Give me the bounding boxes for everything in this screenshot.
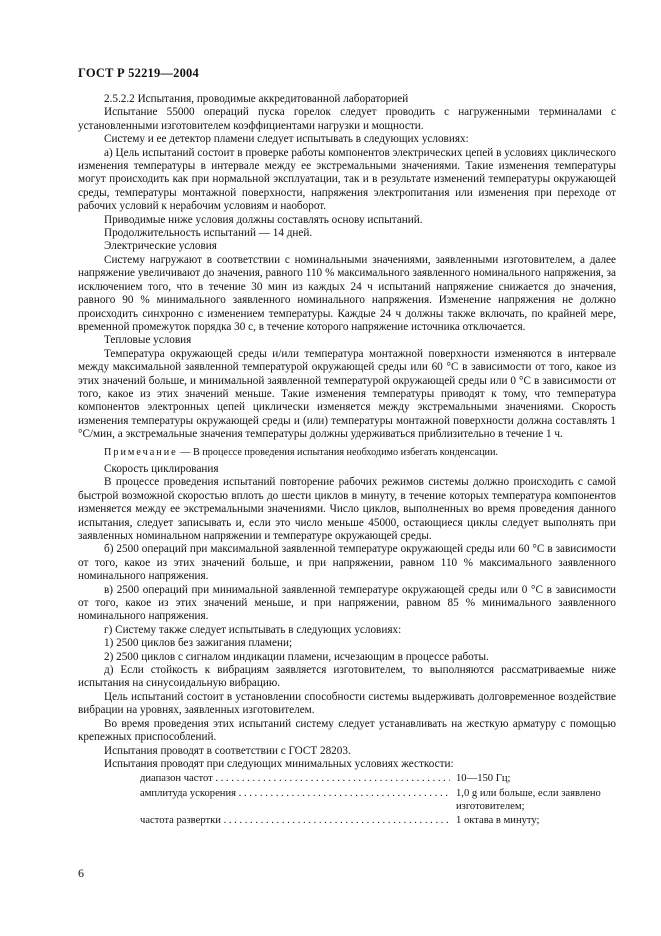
- parameter-name: амплитуда ускорения . . .: [140, 788, 450, 801]
- paragraph: г) Систему также следует испытывать в следующих условиях:: [104, 623, 402, 636]
- paragraph: Испытания проводят в соответствии с ГОСТ 28203.: [104, 744, 351, 757]
- document-body: [78, 93, 616, 830]
- note: [78, 446, 616, 459]
- paragraph: Систему и ее детектор пламени следует испытывать в следующих условиях:: [104, 133, 469, 146]
- document-header: ГОСТ Р 52219—2004: [78, 66, 199, 80]
- subheading: Скорость циклирования: [104, 462, 219, 475]
- parameter-list: [140, 773, 616, 827]
- parameter-value: 10—150 Гц;: [456, 773, 511, 785]
- subheading: Тепловые условия: [104, 334, 192, 347]
- paragraph: в) 2500 операций при минимальной заявленной температуре окружающей среды или 0 °С в зависимости от того, какое из этих значений меньше, и при напряжении, равном 85 % минимального заявленного номинального напряжения.: [78, 583, 616, 623]
- paragraph: Испытание 55000 операций пуска горелок следует проводить с нагруженными терминалами с установленными изготовителем коэффициентами нагрузки и мощности.: [78, 106, 616, 132]
- paragraph: Температура окружающей среды и/или температура монтажной поверхности изменяются в интервале между максимальной заявленной температурой окружающей среды или 60 °С в зависимости от того, какое из этих значений больше, и минимальной заявленной температурой окружающей среды или 0 °С в зависимости от того, какое из этих значений меньше. Такие изменения температуры приводят к тому, что температура компонентов электронных цепей циклически изменяется между экстремальными значениями. Скорость изменения температуры окружающей среды и (или) температуры монтажной поверхности должна составлять 1 °С/мин, а экстремальные значения температуры должны удерживаться приблизительно в течение 1 ч.: [78, 347, 616, 441]
- paragraph: Испытания проводят при следующих минимальных условиях жесткости:: [104, 757, 454, 770]
- paragraph: Во время проведения этих испытаний систему следует устанавливать на жесткую арматуру с помощью крепежных приспособлений.: [78, 717, 616, 744]
- paragraph: 1) 2500 циклов без зажигания пламени;: [104, 637, 293, 650]
- paragraph: Продолжительность испытаний — 14 дней.: [104, 227, 313, 240]
- parameter-row: [140, 773, 616, 786]
- paragraph: Приводимые ниже условия должны составлять основу испытаний.: [104, 213, 423, 226]
- paragraph: б) 2500 операций при максимальной заявленной температуре окружающей среды или 60 °С в зависимости от того, какое из этих значений больше, и при напряжении, равном 110 % максимального заявленного номинального напряжения.: [78, 543, 616, 583]
- paragraph: В процессе проведения испытаний повторение рабочих режимов системы должно происходить с самой быстрой возможной скоростью вплоть до шести циклов в минуту, в течение которых температура компонентов изменяется между ее экстремальными значениями. Число циклов, выполненных во время проведения данного испытания, следует записывать и, если это число меньше 45000, остающиеся циклы следует выполнять при заявленных номинальном напряжении и температуре окружающей среды.: [78, 476, 616, 542]
- subheading: Электрические условия: [104, 240, 217, 253]
- paragraph: Цель испытаний состоит в установлении способности системы выдерживать долговременное воздействие вибрации на уровнях, заявленных изготовителем.: [78, 690, 616, 717]
- parameter-name: диапазон частот . . .: [140, 773, 450, 786]
- parameter-name: частота развертки . . .: [140, 815, 450, 828]
- parameter-row: [140, 788, 616, 813]
- paragraph: а) Цель испытаний состоит в проверке работы компонентов электрических цепей в условиях циклического изменения температуры в интервале между ее экстремальными значениями. Такие изменения температуры могут происходить как при нормальной эксплуатации, так и в результате изменений температуры окружающей среды, температуры монтажной поверхности, напряжения электропитания или изменения при переходе от рабочих условий к нерабочим условиям и наоборот.: [78, 146, 616, 213]
- section-heading: 2.5.2.2 Испытания, проводимые аккредитованной лабораторией: [104, 93, 409, 105]
- paragraph: д) Если стойкость к вибрациям заявляется изготовителем, то выполняются рассматриваемые ниже испытания на синусоидальную вибрацию.: [78, 664, 616, 690]
- page-number: 6: [78, 866, 84, 880]
- note-text: — В процессе проведения испытания необходимо избегать конденсации.: [177, 446, 498, 458]
- parameter-value: 1 октава в минуту;: [456, 815, 540, 827]
- parameter-row: [140, 815, 616, 828]
- paragraph: 2) 2500 циклов с сигналом индикации пламени, исчезающим в процессе работы.: [104, 650, 489, 663]
- paragraph: Систему нагружают в соответствии с номинальными значениями, заявленными изготовителем, а далее напряжение увеличивают до значения, равного 110 % максимального заявленного номинального напряжения, за исключением того, что в течение 30 мин из каждых 24 ч испытаний напряжение снижается до значения, равного 90 % минимального заявленного номинального напряжения. Изменение напряжения не должно происходить синхронно с изменением температуры. Каждые 24 ч должны также включать, по крайней мере, временной промежуток порядка 30 с, в течение которого напряжение источника отключается.: [78, 253, 616, 333]
- parameter-value: 1,0 g или больше, если заявлено изготовителем;: [456, 787, 601, 812]
- note-label: Примечание: [104, 446, 178, 458]
